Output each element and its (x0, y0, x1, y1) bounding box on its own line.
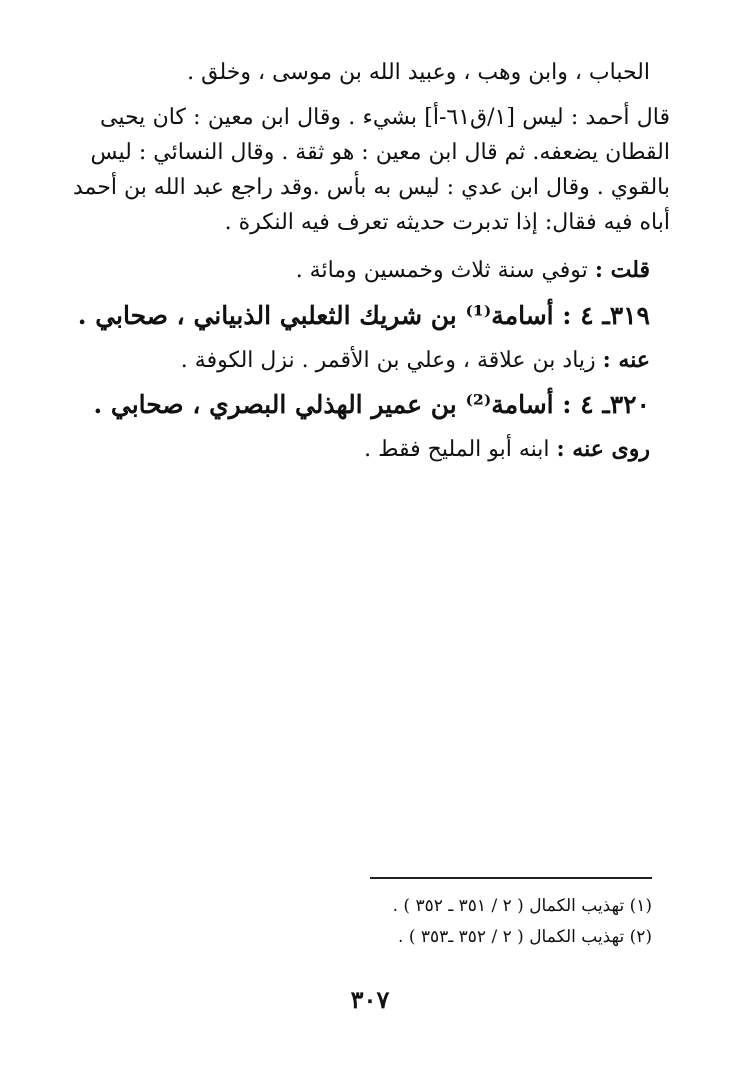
rawa-text: ابنه أبو المليح فقط . (364, 437, 550, 462)
page-number: ٣٠٧ (350, 985, 390, 1014)
qult-label: قلت : (594, 257, 650, 283)
narrators-from-him (180, 345, 650, 376)
qult-text: توفي سنة ثلاث وخمسين ومائة . (295, 258, 588, 283)
footnote-separator (370, 877, 652, 879)
entry-heading-319: ٣١٩ـ ٤ : أسامة⁽¹⁾ بن شريك الثعلبي الذبياني ، صحابي . (77, 301, 650, 330)
footnote-2: (٢) تهذيب الكمال ( ٢ / ٣٥٢ ـ٣٥٣ ) . (398, 927, 652, 947)
paragraph-line: قال أحمد : ليس [١/ق٦١-أ] بشيء . وقال ابن معين : كان يحيى (100, 105, 671, 130)
footnote-1: (١) تهذيب الكمال ( ٢ / ٣٥١ ـ ٣٥٢ ) . (392, 896, 652, 916)
entry-heading-320: ٣٢٠ـ ٤ : أسامة⁽²⁾ بن عمير الهذلي البصري ، صحابي . (93, 390, 650, 419)
paragraph-line: أباه فيه فقال: إذا تدبرت حديثه تعرف فيه النكرة . (224, 210, 670, 235)
paragraph-line: بالقوي . وقال ابن عدي : ليس به بأس .وقد راجع عبد الله بن أحمد (72, 175, 670, 200)
qult-note (295, 255, 650, 286)
paragraph-line: القطان يضعفه. ثم قال ابن معين : هو ثقة . وقال النسائي : ليس (90, 140, 670, 165)
rawa-label: روى عنه : (556, 436, 650, 462)
narrated-from-him (364, 434, 650, 465)
anhu-label: عنه : (602, 347, 650, 373)
continuation-line: الحباب ، وابن وهب ، وعبيد الله بن موسى ، وخلق . (187, 60, 650, 85)
anhu-text: زياد بن علاقة ، وعلي بن الأقمر . نزل الكوفة . (180, 348, 596, 373)
